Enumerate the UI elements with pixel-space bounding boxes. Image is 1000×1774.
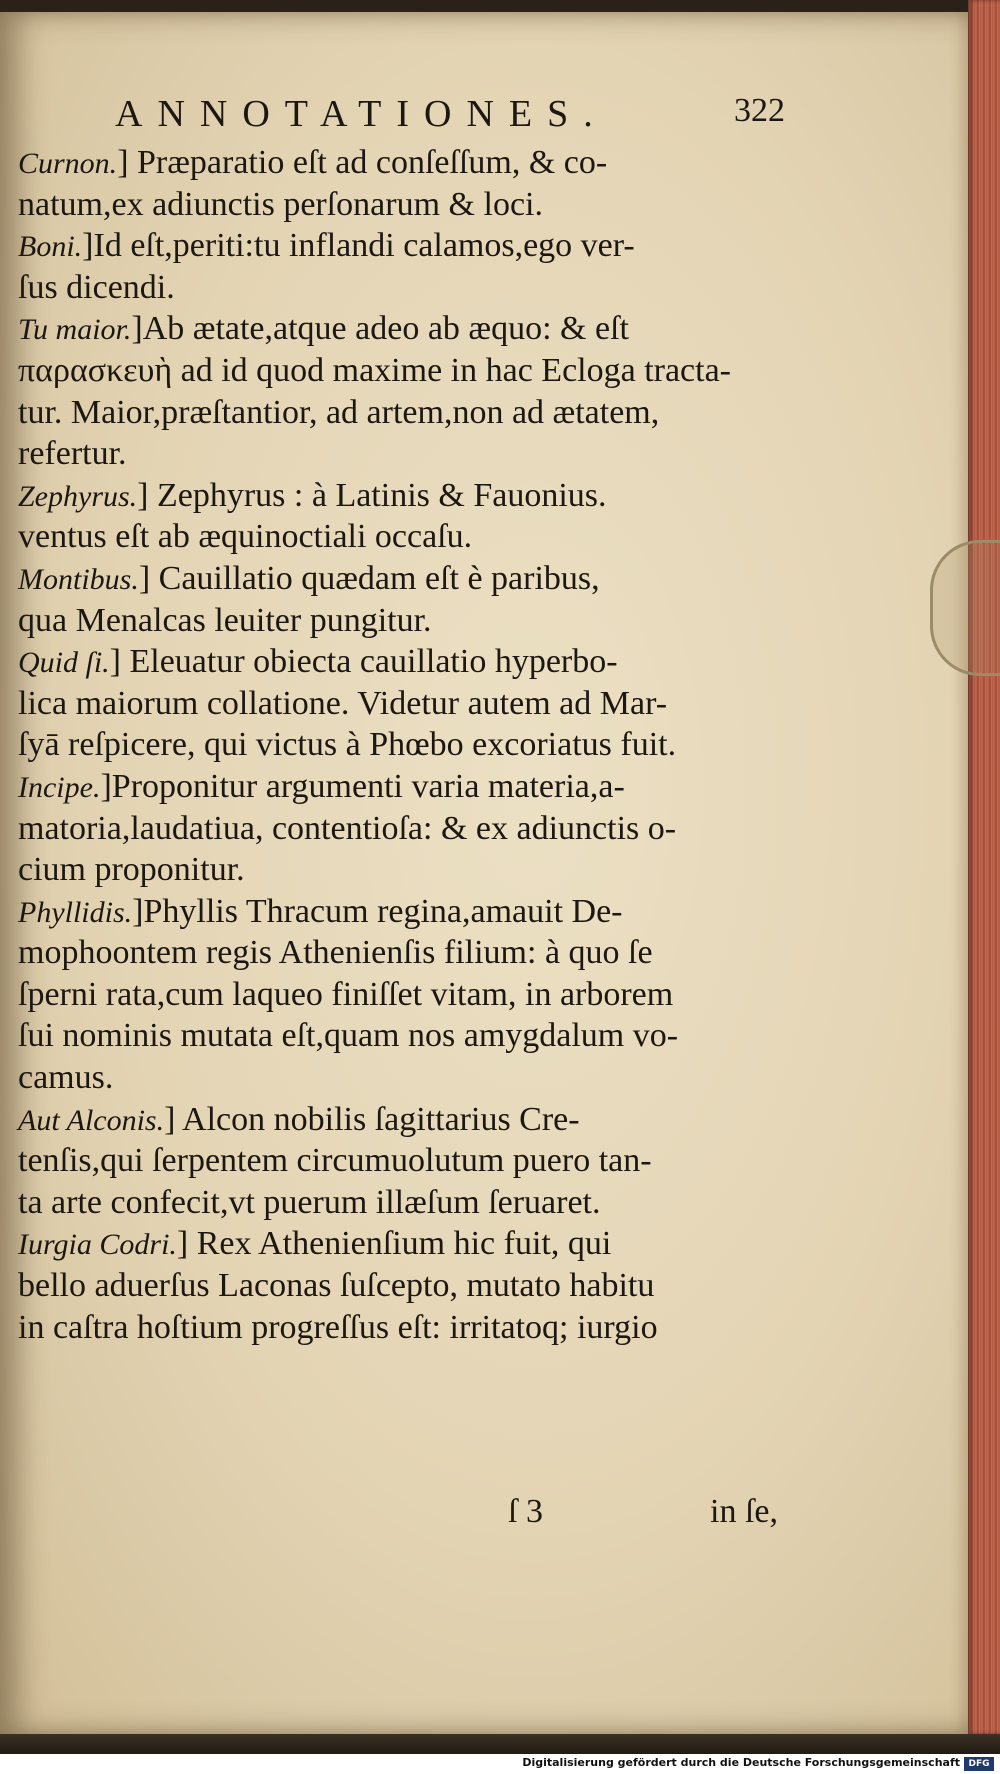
- line-text: mophoontem regis Athenienſis filium: à quo ſe: [18, 934, 653, 972]
- text-line: [18, 1140, 783, 1182]
- text-line: [18, 350, 783, 392]
- line-text: cium proponitur.: [18, 851, 245, 889]
- footer-credit: Digitalisierung gefördert durch die Deutsche Forschungsgemeinschaft: [522, 1756, 960, 1769]
- line-text: ]Id eſt,periti:tu inflandi calamos,ego ver-: [82, 227, 635, 265]
- page-edges: [968, 0, 1000, 1734]
- running-head: ANNOTATIONES.: [115, 93, 608, 135]
- text-line: [18, 849, 783, 891]
- text-line: [18, 1099, 783, 1141]
- text-line: [18, 142, 783, 184]
- catchword: in ſe,: [710, 1493, 778, 1530]
- text-line: [18, 433, 783, 475]
- lemma: Tu maior.: [18, 313, 132, 347]
- book-bottom-edge: [0, 1734, 1000, 1754]
- line-text: ] Præparatio eſt ad conſeſſum, & co-: [117, 144, 608, 181]
- line-text: camus.: [18, 1059, 114, 1097]
- line-text: παρασκευὴ ad id quod maxime in hac Ecloga tracta-: [18, 351, 732, 389]
- line-text: ] Cauillatio quædam eſt è paribus,: [138, 559, 600, 597]
- signature-mark: ſ 3: [508, 1493, 543, 1530]
- text-line: [18, 308, 783, 350]
- text-line: [18, 1307, 783, 1349]
- text-line: [18, 225, 783, 267]
- line-text: tenſis,qui ſerpentem circumuolutum puero tan-: [18, 1142, 652, 1180]
- lemma: Quid ſi.: [18, 646, 110, 680]
- line-text: ſus dicendi.: [18, 268, 175, 306]
- digitization-footer: [0, 1754, 1000, 1774]
- text-line: [18, 600, 783, 642]
- lemma: Incipe.: [18, 770, 101, 804]
- line-text: tur. Maior,præſtantior, ad artem,non ad ætatem,: [18, 393, 660, 431]
- text-line: [18, 724, 783, 766]
- line-text: ſperni rata,cum laqueo finiſſet vitam, in arborem: [18, 975, 674, 1013]
- line-text: matoria,laudatiua, contentioſa: & ex adiunctis o-: [18, 809, 677, 847]
- text-line: [18, 974, 783, 1016]
- text-line: [18, 392, 783, 434]
- lemma: Aut Alconis.: [18, 1103, 165, 1137]
- line-text: ] Rex Athenienſium hic fuit, qui: [176, 1225, 612, 1263]
- dfg-logo: DFG: [964, 1757, 994, 1771]
- text-line: [18, 1015, 783, 1057]
- text-line: [18, 558, 783, 600]
- text-line: [18, 475, 783, 517]
- line-text: refertur.: [18, 435, 127, 473]
- lemma: Phyllidis.: [18, 895, 133, 929]
- line-text: ]Phyllis Thracum regina,amauit De-: [132, 892, 623, 930]
- line-text: ſyā reſpicere, qui victus à Phœbo excoriatus fuit.: [18, 726, 677, 764]
- line-text: ta arte confecit,vt puerum illæſum ſeruaret.: [18, 1183, 601, 1221]
- lemma: Iurgia Codri.: [18, 1228, 177, 1262]
- text-line: [18, 683, 783, 725]
- line-text: ſui nominis mutata eſt,quam nos amygdalum vo-: [18, 1017, 679, 1055]
- text-line: [18, 808, 783, 850]
- text-line: [18, 1265, 783, 1307]
- line-text: ] Eleuatur obiecta cauillatio hyperbo-: [109, 643, 618, 681]
- line-text: lica maiorum collatione. Videtur autem ad Mar-: [18, 684, 668, 722]
- line-text: ] Alcon nobilis ſagittarius Cre-: [164, 1100, 580, 1138]
- text-line: [18, 1182, 783, 1224]
- line-text: qua Menalcas leuiter pungitur.: [18, 601, 432, 639]
- page-number: 322: [734, 92, 785, 129]
- lemma: Zephyrus.: [18, 479, 138, 513]
- lemma: Boni.: [18, 230, 83, 264]
- line-text: natum,ex adiunctis perſonarum & loci.: [18, 185, 543, 223]
- page-header: [115, 92, 785, 142]
- text-line: [18, 267, 783, 309]
- lemma: Curnon.: [18, 147, 118, 180]
- text-line: [18, 641, 783, 683]
- text-line: [18, 1057, 783, 1099]
- annotation-text: [18, 142, 783, 1348]
- line-text: ]Ab ætate,atque adeo ab æquo: & eſt: [131, 310, 629, 348]
- lemma: Montibus.: [18, 562, 139, 596]
- text-line: [18, 516, 783, 558]
- text-line: [18, 184, 783, 226]
- line-text: ]Proponitur argumenti varia materia,a-: [100, 767, 625, 805]
- text-line: [18, 891, 783, 933]
- line-text: bello aduerſus Laconas ſuſcepto, mutato habitu: [18, 1267, 655, 1305]
- text-line: [18, 1223, 783, 1265]
- line-text: in caſtra hoſtium progreſſus eſt: irritatoq; iurgio: [18, 1308, 658, 1346]
- line-text: ventus eſt ab æquinoctiali occaſu.: [18, 518, 473, 556]
- line-text: ] Zephyrus : à Latinis & Fauonius.: [137, 476, 607, 514]
- text-line: [18, 766, 783, 808]
- book-clasp: [930, 540, 1000, 676]
- text-line: [18, 932, 783, 974]
